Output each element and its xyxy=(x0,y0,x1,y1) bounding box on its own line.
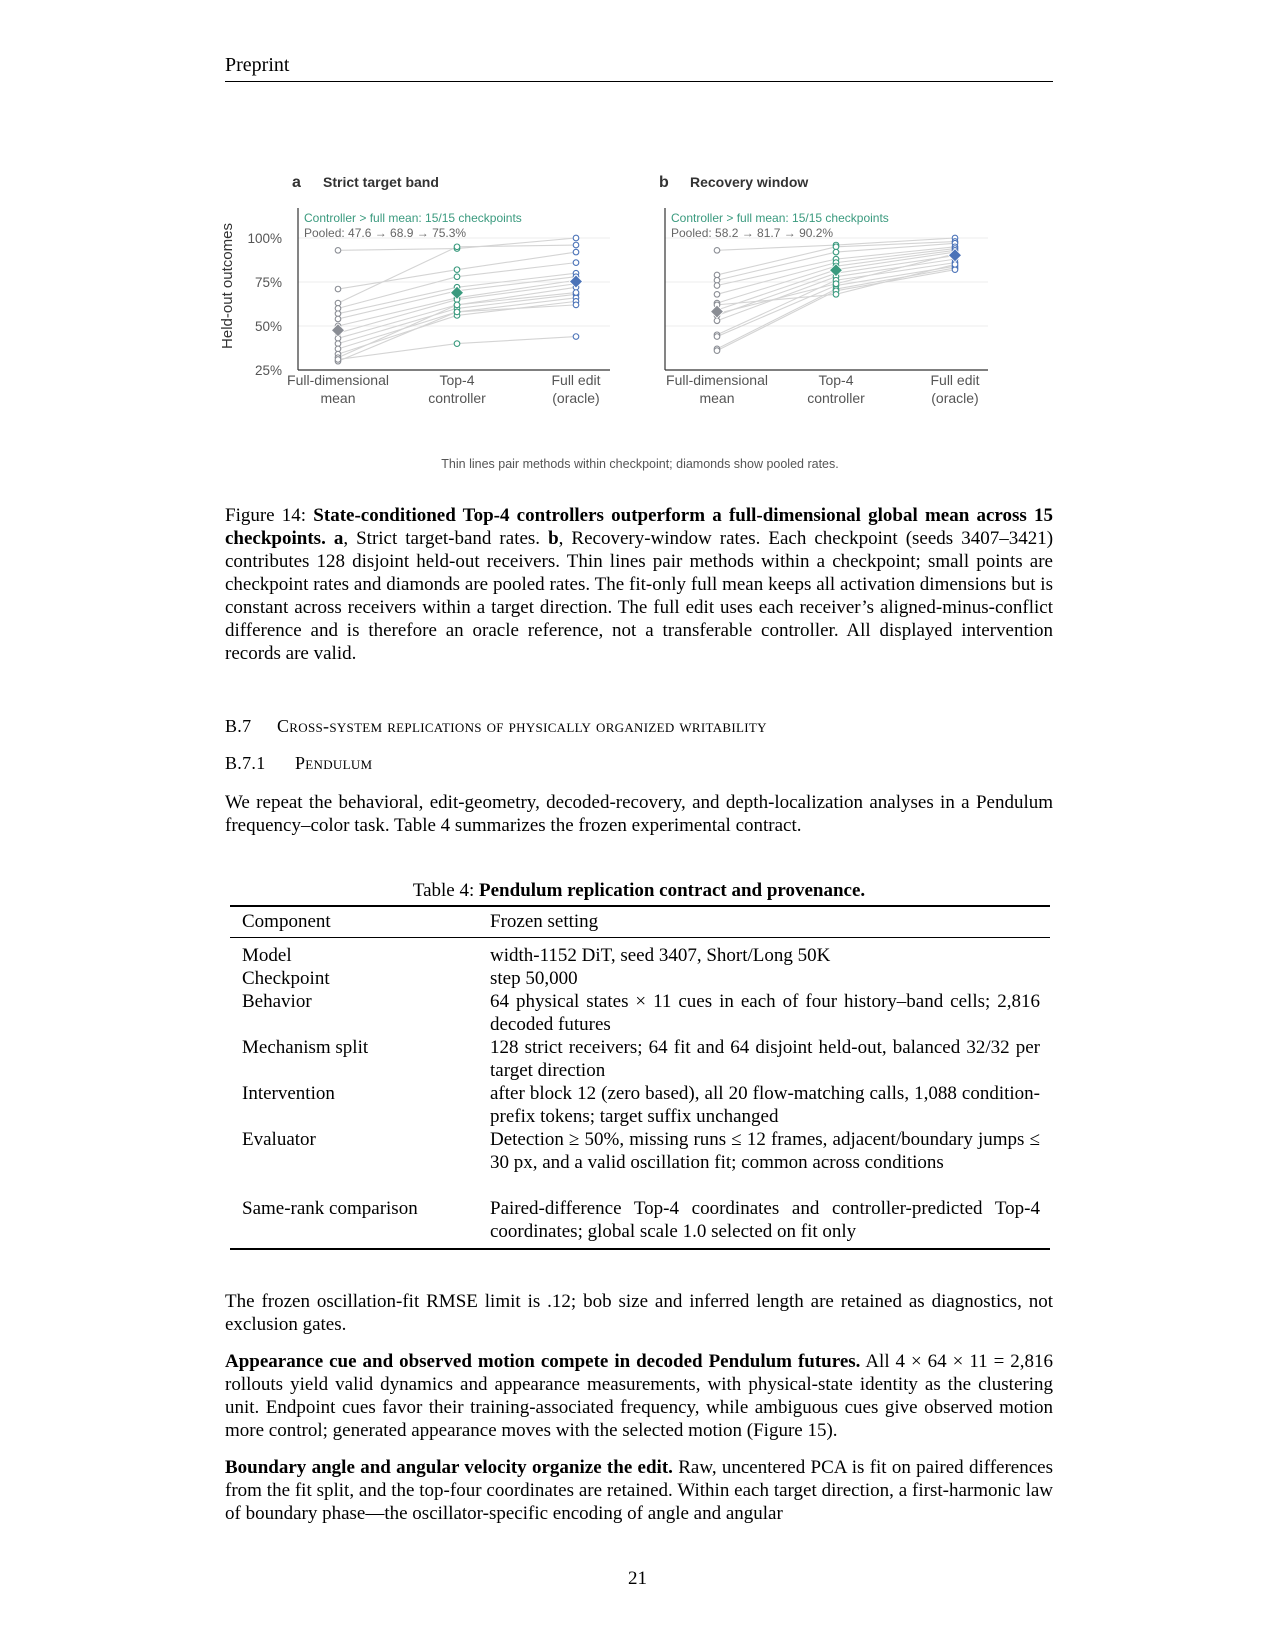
paragraph-boundary xyxy=(225,1456,1053,1525)
table-caption-bold: Pendulum replication contract and provenance. xyxy=(479,880,866,901)
checkpoint-point xyxy=(454,309,460,315)
checkpoint-point xyxy=(714,283,720,289)
x-tick-label: Full-dimensional xyxy=(666,372,768,388)
checkpoint-point xyxy=(573,235,579,241)
panel-title: Strict target band xyxy=(323,174,439,190)
table-cell: 64 physical states × 11 cues in each of four history–band cells; 2,816 decoded futures xyxy=(490,991,1040,1035)
checkpoint-point xyxy=(833,281,839,287)
checkpoint-point xyxy=(335,286,341,292)
y-tick-label: 100% xyxy=(247,231,282,246)
annotation-pooled: Pooled: 47.6 → 68.9 → 75.3% xyxy=(304,226,467,240)
subsection-number: B.7.1 xyxy=(225,753,266,773)
paragraph-intro: We repeat the behavioral, edit-geometry, decoded-recovery, and depth-localization analyses in a Pendulum frequency–color task. Table 4 summarizes the frozen experimental contract. xyxy=(225,792,1053,836)
panel-letter: b xyxy=(659,174,669,191)
checkpoint-point xyxy=(335,316,341,322)
checkpoint-point xyxy=(833,292,839,298)
x-tick-label: Full-dimensional xyxy=(287,372,389,388)
section-title: Cross-system replications of physically organized writability xyxy=(277,716,767,736)
checkpoint-point xyxy=(335,357,341,363)
table-caption-label: Table 4: xyxy=(412,880,475,901)
checkpoint-point xyxy=(714,318,720,324)
checkpoint-point xyxy=(714,292,720,298)
table-cell: after block 12 (zero based), all 20 flow-matching calls, 1,088 condition-prefix tokens; target suffix unchanged xyxy=(490,1083,1040,1127)
x-tick-label: (oracle) xyxy=(931,390,979,406)
table-header-component: Component xyxy=(242,911,331,932)
checkpoint-line xyxy=(338,337,576,360)
checkpoint-point xyxy=(573,260,579,266)
x-tick-label: Top-4 xyxy=(439,372,475,388)
figure-14 xyxy=(210,170,1070,480)
paragraph-appearance-body: All 4 × 64 × 11 = 2,816 rollouts yield valid dynamics and appearance measurements, with physical-state identity as the clustering unit. Endpoint cues favor their training-associated frequency, while ambiguous cues give observed motion more control; generated appearance moves with the selected motion (Figure 15). xyxy=(225,1351,1053,1441)
checkpoint-point xyxy=(952,262,958,268)
y-tick-label: 25% xyxy=(254,363,282,378)
checkpoint-point xyxy=(714,248,720,254)
section-heading-b71 xyxy=(225,753,372,774)
checkpoint-point xyxy=(573,242,579,248)
paragraph-appearance xyxy=(225,1350,1053,1442)
x-tick-label: Full edit xyxy=(930,372,980,388)
y-tick-label: 75% xyxy=(254,275,282,290)
checkpoint-point xyxy=(714,348,720,354)
checkpoint-point xyxy=(573,290,579,296)
caption-a-text: , Strict target-band rates. xyxy=(343,528,541,549)
annotation-controller: Controller > full mean: 15/15 checkpoints xyxy=(671,211,889,225)
table-cell: Paired-difference Top-4 coordinates and controller-predicted Top-4 coordinates; global scale 1.0 selected on fit only xyxy=(490,1198,1040,1242)
checkpoint-point xyxy=(454,341,460,347)
x-tick-label: Full edit xyxy=(551,372,601,388)
table-bottom-rule xyxy=(230,1248,1050,1250)
table-cell: Mechanism split xyxy=(242,1037,369,1058)
panel-letter: a xyxy=(292,174,301,191)
table-header-rule xyxy=(230,937,1050,938)
page-number: 21 xyxy=(628,1568,647,1589)
y-axis-label: Held-out outcomes xyxy=(219,223,236,349)
x-tick-label: mean xyxy=(320,390,356,406)
table-cell: 128 strict receivers; 64 fit and 64 disjoint held-out, balanced 32/32 per target direction xyxy=(490,1037,1040,1081)
figure-caption xyxy=(225,504,1053,665)
checkpoint-point xyxy=(833,249,839,255)
paragraph-boundary-lead: Boundary angle and angular velocity organize the edit. xyxy=(225,1457,673,1478)
checkpoint-point xyxy=(573,249,579,255)
caption-panel-b: b xyxy=(548,528,559,549)
panel-title: Recovery window xyxy=(690,174,809,190)
table-cell: Detection ≥ 50%, missing runs ≤ 12 frames, adjacent/boundary jumps ≤ 30 px, and a valid oscillation fit; common across conditions xyxy=(490,1129,1040,1173)
running-header: Preprint xyxy=(225,54,290,76)
checkpoint-point xyxy=(454,302,460,308)
checkpoint-point xyxy=(454,244,460,250)
table-cell: Intervention xyxy=(242,1083,335,1104)
paragraph-rmse: The frozen oscillation-fit RMSE limit is .12; bob size and inferred length are retained as diagnostics, not exclusion gates. xyxy=(225,1291,1053,1335)
x-tick-label: controller xyxy=(428,390,486,406)
table-cell: step 50,000 xyxy=(490,968,578,989)
y-tick-label: 50% xyxy=(254,319,282,334)
annotation-pooled: Pooled: 58.2 → 81.7 → 90.2% xyxy=(671,226,834,240)
subsection-title: Pendulum xyxy=(295,753,373,773)
checkpoint-point xyxy=(714,334,720,340)
checkpoint-point xyxy=(335,248,341,254)
checkpoint-point xyxy=(454,267,460,273)
x-tick-label: (oracle) xyxy=(552,390,600,406)
table-cell: width-1152 DiT, seed 3407, Short/Long 50K xyxy=(490,945,831,966)
paragraph-boundary-body: Raw, uncentered PCA is fit on paired differences from the fit split, and the top-four coordinates are retained. Within each target direction, a first-harmonic law of boundary phase—the oscillator-specific encoding of angle and angular xyxy=(225,1457,1053,1524)
annotation-controller: Controller > full mean: 15/15 checkpoints xyxy=(304,211,522,225)
caption-rest: , Recovery-window rates. Each checkpoint (seeds 3407–3421) contributes 128 disjoint held-out receivers. Thin lines pair methods within a checkpoint; small points are checkpoint rates and diamonds are pooled rates. The fit-only full mean keeps all activation dimensions but is constant across receivers within a target direction. The full edit uses each receiver’s aligned-minus-conflict difference and is therefore an oracle reference, not a transferable controller. All displayed intervention records are valid. xyxy=(225,528,1054,664)
caption-panel-a: a xyxy=(333,528,344,549)
table-header-setting: Frozen setting xyxy=(490,911,599,932)
table-cell: Behavior xyxy=(242,991,312,1012)
x-tick-label: mean xyxy=(699,390,735,406)
table-cell: Checkpoint xyxy=(242,968,330,989)
caption-label: Figure 14: xyxy=(225,505,307,526)
table-cell: Model xyxy=(242,945,292,966)
header-rule xyxy=(225,81,1053,82)
x-tick-label: controller xyxy=(807,390,865,406)
paragraph-appearance-lead: Appearance cue and observed motion compete in decoded Pendulum futures. xyxy=(225,1351,861,1372)
section-number: B.7 xyxy=(225,716,252,736)
caption-bold: State-conditioned Top-4 controllers outperform a full-dimensional global mean across 15 checkpoints. xyxy=(225,505,1053,549)
table-top-rule xyxy=(230,905,1050,907)
section-heading-b7 xyxy=(225,716,767,737)
pooled-diamond xyxy=(711,305,724,318)
checkpoint-point xyxy=(573,302,579,308)
figure-note: Thin lines pair methods within checkpoint; diamonds show pooled rates. xyxy=(441,457,839,471)
table-cell: Same-rank comparison xyxy=(242,1198,418,1219)
checkpoint-point xyxy=(573,334,579,340)
checkpoint-point xyxy=(454,274,460,280)
table-caption xyxy=(225,880,1053,902)
figure-14-chart xyxy=(210,170,1070,455)
table-cell: Evaluator xyxy=(242,1129,316,1150)
x-tick-label: Top-4 xyxy=(818,372,854,388)
